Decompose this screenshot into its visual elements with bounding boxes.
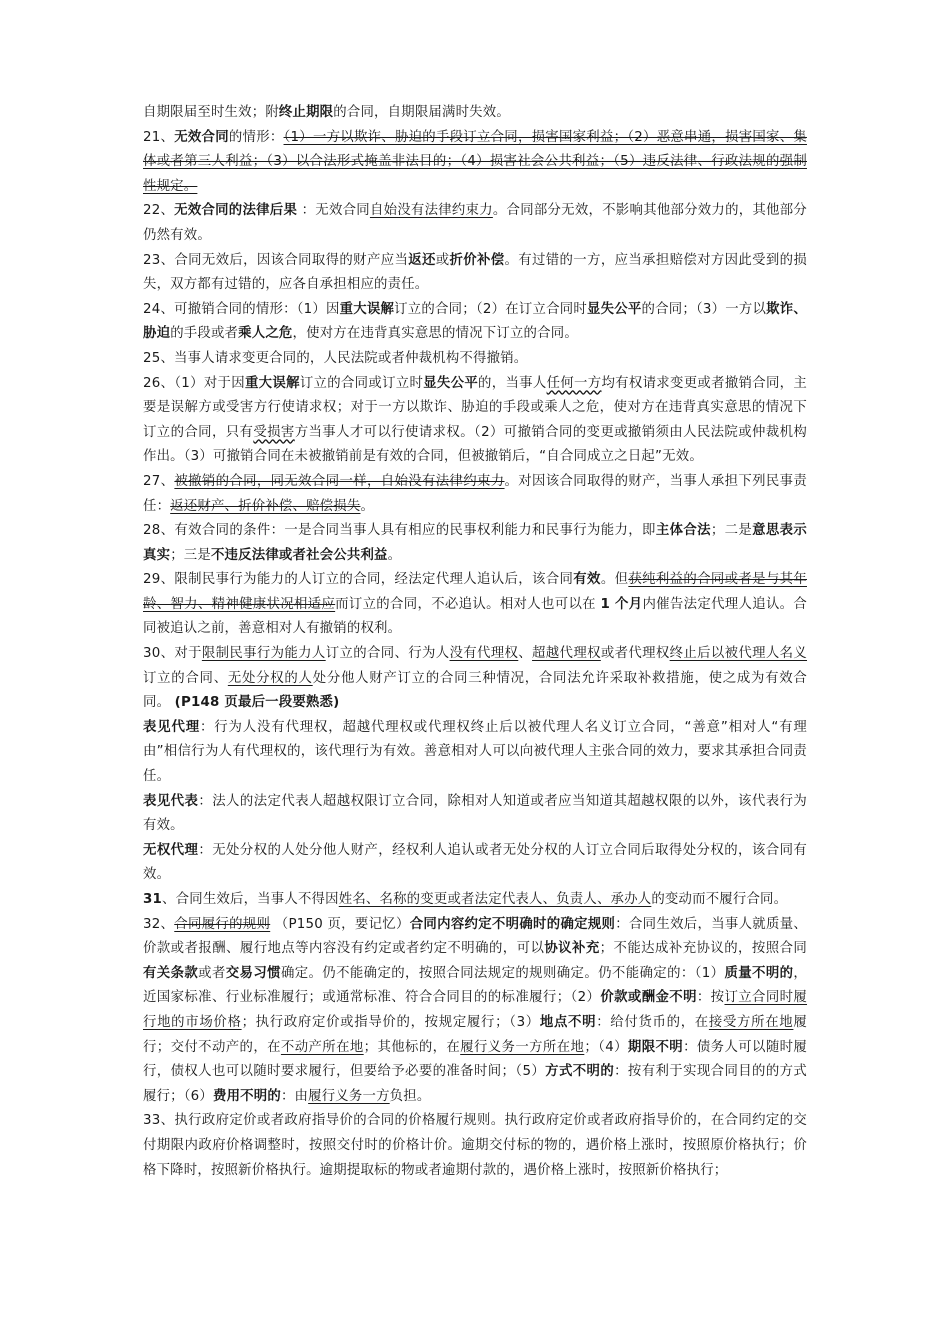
marked-text: 超越代理权: [532, 646, 601, 662]
text-run: 负担。: [389, 1088, 431, 1104]
text-run: 的合同，自期限届满时失效。: [333, 105, 510, 120]
text-run: ：给付货币的，在: [596, 1014, 709, 1030]
paragraph: [143, 839, 807, 888]
text-run: ；二是: [710, 523, 753, 539]
text-run: ：合同生效后，当事人就质量、价款或者报酬、履行地点等内容没有约定或者约定不明确的，可以: [143, 916, 808, 957]
text-run: 、合同生效后，当事人不得因: [162, 892, 339, 907]
text-run: 而订立的合同，不必追认。相对人也可以在: [335, 596, 601, 612]
text-run: 或: [435, 252, 450, 268]
marked-text: 不动产所在地: [280, 1039, 364, 1055]
bold-term: 1 个月: [600, 596, 643, 612]
text-run: 30、对于: [143, 646, 202, 662]
text-run: 32、: [143, 916, 175, 932]
marked-text: 终止后以被代理人名义: [669, 646, 808, 662]
text-run: 的变动而不履行合同。: [651, 892, 788, 907]
paragraph: [143, 372, 807, 470]
bold-term: 协议补充: [544, 941, 600, 957]
bold-term: 有关条款: [143, 965, 199, 981]
text-run: ；（4）: [584, 1039, 628, 1055]
text-run: 的，当事人: [478, 375, 547, 391]
bold-term: 期限不明: [627, 1039, 684, 1055]
paragraph: [143, 519, 807, 568]
paragraph: [143, 470, 807, 519]
bold-term: 表见代表: [143, 793, 199, 809]
bold-term: 折价补偿: [449, 252, 505, 268]
text-run: 订立的合同、行为人: [325, 646, 450, 662]
bold-term: (P148 页最后一段要熟悉): [174, 695, 340, 711]
paragraph: [143, 199, 807, 248]
bold-term: 不违反法律或者社会公共利益: [210, 547, 388, 563]
bold-term: 重大误解: [244, 375, 300, 391]
text-run: ；不能达成补充协议的，按照合同: [599, 941, 807, 957]
text-run: 。合同部分无效，不影响其他部分效力的，其他部分仍然有效。: [143, 203, 807, 243]
marked-text: 没有代理权: [449, 646, 519, 662]
text-run: 。但: [600, 572, 629, 588]
bold-term: 费用不明的: [212, 1088, 281, 1104]
text-run: ：法人的法定代表人超越权限订立合同，除相对人知道或者应当知道其超越权限的以外，该代表行为有效。: [143, 793, 807, 834]
paragraph: [143, 568, 807, 642]
bold-term: 无效合同的法律后果: [174, 203, 298, 219]
bold-term: 终止期限: [278, 105, 334, 120]
text-run: 33、执行政府定价或者政府指导价的合同的价格履行规则。执行政府定价或者政府指导价的，在合同约定的交付期限内政府价格调整时，按照交付时的价格计价。逾期交付标的物的，遇价格上涨时，按照原价格执行；价格下降时，按照新价格执行。逾期提取标的物或者逾期付款的，遇价格上涨时，按照新价格执行；: [143, 1113, 807, 1178]
text-run: ：按: [696, 990, 725, 1006]
text-run: 履行；交付不动产的，在: [143, 1014, 807, 1055]
bold-term: 显失公平: [586, 301, 642, 317]
bold-term: 无权代理: [143, 842, 199, 858]
text-run: 处分他人财产订立的合同三种情况，合同法允许采取补救措施，使之成为有效合同。: [143, 670, 808, 711]
text-run: 或者: [198, 965, 226, 981]
marked-text: 订立合同时履行地的市场价格: [143, 990, 808, 1030]
text-run: 。: [360, 498, 375, 514]
text-run: 订立的合同；（2）在订立合同时: [394, 301, 587, 317]
bold-term: 乘人之危: [238, 326, 293, 342]
marked-text: 姓名、名称的变更或者法定代表人、负责人、承办人: [338, 892, 652, 907]
paragraph: [143, 913, 807, 1110]
text-run: ；执行政府定价或指导价的，按规定履行；（3）: [241, 1014, 540, 1030]
text-run: 。有过错的一方，应当承担赔偿对方因此受到的损失，双方都有过错的，应各自承担相应的责任。: [143, 252, 807, 293]
paragraph: [143, 642, 807, 716]
bold-term: 交易习惯: [225, 965, 281, 981]
paragraph: [143, 716, 807, 790]
marked-text: 自始没有法律约束力: [369, 203, 493, 219]
text-run: 内催告法定代理人追认。合同被追认之前，善意相对人有撤销的权利。: [143, 596, 808, 637]
bold-term: 返还: [408, 252, 436, 268]
marked-text: 限制民事行为能力人: [201, 646, 326, 662]
bold-term: 地点不明: [539, 1014, 597, 1030]
paragraph: [143, 790, 807, 839]
text-run: ：债务人可以随时履行，债权人也可以随时要求履行，但要给予必要的准备时间；（5）: [143, 1039, 807, 1080]
text-run: 22、: [143, 203, 175, 219]
text-run: 28、有效合同的条件：一是合同当事人具有相应的民事权利能力和民事行为能力，即: [143, 523, 656, 539]
text-run: ：无效合同: [297, 203, 370, 219]
text-run: 均有权请求变更或者撤销合同，主要是误解方或受害方行使请求权；对于一方以欺诈、胁迫的手段或乘人之危，使对方在违背真实意思的情况下订立的合同，只有: [143, 375, 807, 440]
paragraph: [143, 347, 807, 372]
paragraph: [143, 1109, 807, 1183]
bold-term: 价款或酬金不明: [600, 990, 697, 1006]
marked-text: （1）一方以欺诈、胁迫的手段订立合同，损害国家利益；（2）恶意串通，损害国家、集体或者第三人利益；（3）以合法形式掩盖非法目的；（4）损害社会公共利益；（5）违反法律、行政法规的强制性规定。: [143, 129, 807, 194]
marked-text: 无处分权的人: [227, 670, 313, 686]
paragraph: [143, 249, 807, 298]
bold-term: 主体合法: [655, 523, 711, 539]
text-run: 方当事人才可以行使请求权。（2）可撤销合同的变更或撤销须由人民法院或仲裁机构作出。（3）可撤销合同在未被撤销前是有效的合同，但被撤销后，“自合同成立之日起”无效。: [143, 424, 807, 465]
text-run: ；其他标的，在: [363, 1039, 461, 1055]
text-run: 25、当事人请求变更合同的，人民法院或者仲裁机构不得撤销。: [143, 350, 528, 366]
marked-text: 履行义务一方所在地: [460, 1039, 585, 1055]
text-run: 23、合同无效后，因该合同取得的财产应当: [143, 252, 409, 268]
bold-term: 意思表示真实: [143, 523, 807, 563]
text-run: （P150 页，要记忆）: [270, 916, 410, 932]
text-run: ：按有利于实现合同目的的方式履行；（6）: [143, 1064, 807, 1104]
text-run: 的情形：: [228, 129, 284, 145]
text-run: 订立的合同、: [143, 670, 228, 686]
marked-text: 获纯利益的合同或者是与其年龄、智力、精神健康状况相适应: [143, 572, 807, 612]
text-run: 、: [518, 646, 533, 662]
marked-text: 受损害: [253, 424, 295, 440]
bold-term: 有效: [573, 572, 601, 588]
text-run: 确定。仍不能确定的，按照合同法规定的规则确定。仍不能确定的：（1）: [280, 965, 725, 981]
bold-term: 方式不明的: [545, 1064, 615, 1080]
text-run: 26、（1）对于因: [143, 375, 245, 391]
text-run: 自期限届至时生效；附: [143, 105, 279, 120]
text-run: ：无处分权的人处分他人财产，经权利人追认或者无处分权的人订立合同后取得处分权的，该合同有效。: [143, 842, 807, 883]
bold-term: 重大误解: [339, 301, 395, 317]
bold-term: 欺诈、胁迫: [143, 301, 807, 342]
marked-text: 合同履行的规则: [174, 916, 271, 932]
text-run: 。: [387, 547, 402, 563]
text-run: ：由: [280, 1088, 309, 1104]
text-run: 的合同；（3）一方以: [641, 301, 767, 317]
marked-text: 任何一方: [546, 375, 602, 391]
bold-term: 合同内容约定不明确时的确定规则: [409, 916, 616, 932]
text-run: 或者代理权: [600, 646, 670, 662]
marked-text: 履行义务一方: [308, 1088, 390, 1104]
paragraph: [143, 298, 807, 347]
marked-text: 被撤销的合同，同无效合同一样，自始没有法律约束力: [174, 473, 505, 489]
bold-term: 显失公平: [423, 375, 479, 391]
text-run: 27、: [143, 473, 175, 489]
paragraph: [143, 126, 807, 200]
text-run: 21、: [143, 129, 175, 145]
text-run: 订立的合同或订立时: [299, 375, 424, 391]
text-run: 29、限制民事行为能力的人订立的合同，经法定代理人追认后，该合同: [143, 572, 574, 588]
text-run: 。对因该合同取得的财产，当事人承担下列民事责任：: [143, 473, 807, 514]
bold-term: 质量不明的: [724, 965, 794, 981]
marked-text: 接受方所在地: [708, 1014, 794, 1030]
bold-term: 无效合同: [174, 129, 229, 145]
document-body: [143, 101, 807, 1183]
text-run: ：行为人没有代理权，超越代理权或代理权终止后以被代理人名义订立合同，“善意”相对人“有理由”相信行为人有代理权的，该代理行为有效。善意相对人可以向被代理人主张合同的效力，要求其承担合同责任。: [143, 719, 808, 785]
bold-term: 31: [143, 892, 163, 907]
text-run: 24、可撤销合同的情形：（1）因: [143, 301, 340, 317]
text-run: ，使对方在违背真实意思的情况下订立的合同。: [292, 326, 578, 342]
paragraph: [143, 888, 807, 913]
text-run: ，近国家标准、行业标准履行；或通常标准、符合合同目的的标准履行；（2）: [143, 965, 807, 1006]
paragraph: [143, 101, 807, 126]
text-run: 的手段或者: [170, 326, 239, 342]
text-run: ；三是: [170, 547, 211, 563]
bold-term: 表见代理: [143, 719, 201, 735]
marked-text: 返还财产、折价补偿、赔偿损失: [170, 498, 361, 514]
